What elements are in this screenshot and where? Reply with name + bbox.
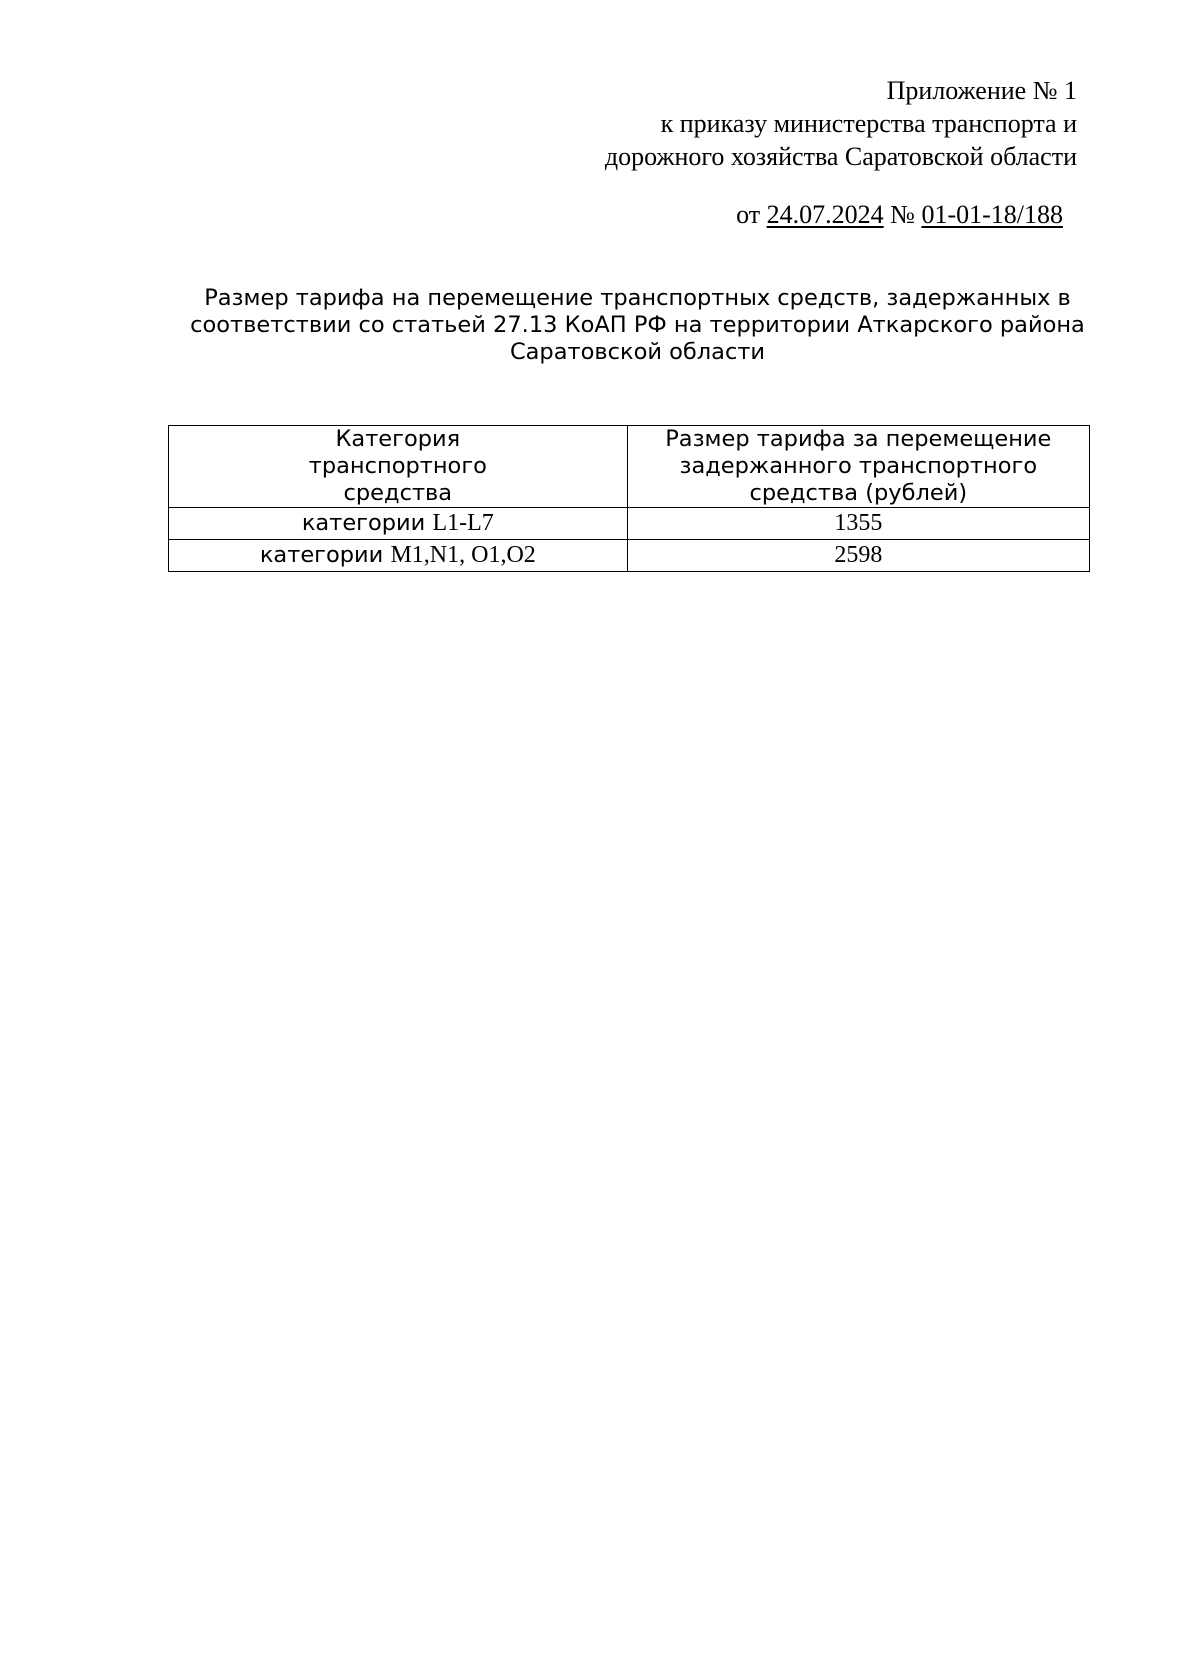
category-codes: L1-L7 — [432, 510, 494, 536]
tariff-value-cell: 1355 — [627, 508, 1089, 540]
tariff-value-cell: 2598 — [627, 540, 1089, 572]
appendix-ministry-line: дорожного хозяйства Саратовской области — [604, 142, 1077, 171]
title-line-1: Размер тарифа на перемещение транспортных средств, задержанных в — [204, 285, 1071, 311]
category-codes: M1,N1, O1,O2 — [390, 542, 536, 568]
table-row — [169, 540, 1090, 572]
appendix-order-line: к приказу министерства транспорта и — [660, 109, 1077, 138]
order-reference — [736, 199, 1063, 231]
category-cell: категории L1-L7 — [169, 508, 628, 540]
appendix-number: Приложение № 1 — [886, 76, 1077, 105]
table-row — [169, 508, 1090, 540]
title-line-3: Саратовской области — [509, 339, 766, 365]
order-date: 24.07.2024 — [766, 200, 884, 229]
header-category: Категория транспортного средства — [169, 426, 628, 508]
table-header-row — [169, 426, 1090, 508]
order-prefix: от — [736, 200, 761, 229]
category-cell: категории M1,N1, O1,O2 — [169, 540, 628, 572]
appendix-header — [605, 74, 1077, 173]
document-title — [175, 285, 1100, 366]
order-number-sign: № — [890, 200, 915, 229]
header-tariff: Размер тарифа за перемещение задержанного транспортного средства (рублей) — [627, 426, 1089, 508]
tariff-table — [168, 425, 1090, 572]
order-number: 01-01-18/188 — [921, 200, 1063, 229]
title-line-2: соответствии со статьей 27.13 КоАП РФ на территории Аткарского района — [190, 312, 1085, 338]
